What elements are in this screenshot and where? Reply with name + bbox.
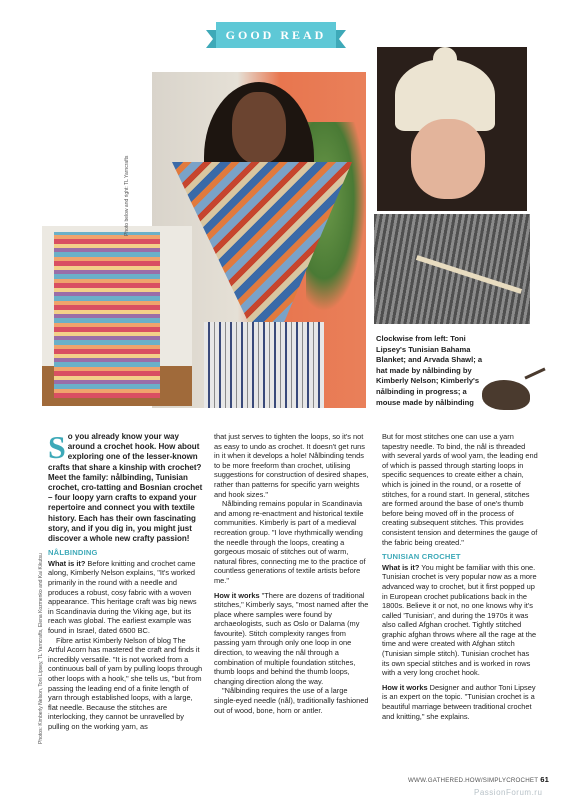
text-column-3 <box>382 432 538 721</box>
blanket-photo <box>42 226 192 406</box>
blanket-graphic <box>54 232 160 398</box>
section-banner <box>206 22 346 48</box>
paragraph <box>214 591 370 687</box>
skirt-graphic <box>204 322 324 408</box>
watermark: PassionForum.ru <box>474 788 543 797</box>
page-number: 61 <box>540 775 550 784</box>
photo-credit-right: Photo below and right: TL Yarncrafts <box>124 155 130 236</box>
paragraph <box>382 683 538 721</box>
intro-paragraph <box>48 429 204 544</box>
heading-nalbinding: NÅLBINDING <box>48 548 98 558</box>
drop-cap: S <box>48 429 66 465</box>
paragraph: But for most stitches one can use a yarn tapestry needle. To bind, the nål is threaded with several yards of wool yarn, the leading end of which is passed through starting loops in specific sequences to create either a chain, which is joined in the round, or a rosette of stitches, for a round start. In general, stitches are formed around the base of one's thumb before being moved off in the process of creating subsequent stitches. This provides consistent tension and determines the gauge of the fabric being created." <box>382 432 538 547</box>
lead-in: How it works <box>214 590 260 600</box>
photo-caption: Clockwise from left: Toni Lipsey's Tunisian Bahama Blanket; and Arvada Shawl; a hat made by nålbinding by Kimberly Nelson; Kimberly's nålbinding in progress; a mouse made by nålbinding <box>376 334 483 407</box>
paragraph: Fibre artist Kimberly Nelson of blog The Artful Acorn has mastered the craft and finds it incredibly versatile. "It is not worked from a continuous ball of yarn by pulling loops through other loops with a hook," she tells us, "but from passing the leading end of a finite length of yarn through established loops, with a large, flat needle. Because the stitches are interlocking, they cannot be unravelled by pulling on the working yarn, as <box>48 635 203 731</box>
hat-photo <box>374 44 530 214</box>
paragraph: that just serves to tighten the loops, so it's not as easy to undo as crochet. It doesn't get runs in it when it develops a hole! Nålbinding tends to be more freeform than crochet, utilising suggestions for construction of desired shapes, rather than patterns for specific yarn weights and hook sizes." <box>214 432 369 499</box>
paragraph <box>48 559 204 636</box>
paragraph: "Nålbinding requires the use of a large single-eyed needle (nål), traditionally fashioned out of wood, bone, horn or antler. <box>214 686 369 715</box>
mouse-tail-graphic <box>524 367 545 379</box>
paragraph-text: Designer and author Toni Lipsey is an expert on the topic. "Tunisian crochet is a beautiful marriage between traditional crochet and knitting," she explains. <box>382 682 536 721</box>
footer-url[interactable]: WWW.GATHERED.HOW/SIMPLYCROCHET <box>408 777 539 784</box>
paragraph: Nålbinding remains popular in Scandinavia and among re-enactment and historical textile communities. Kimberly is part of a medieval recreation group. "I love rhythmically wending the needle through the loops, creating a gorgeous mosaic of stitches out of warm, natural fibres, connecting me to the practice of countless generations of textile artists before me." <box>214 499 366 585</box>
text-column-1 <box>48 429 204 732</box>
intro-text: o you already know your way around a crochet hook. How about exploring one of the lesser-known crafts that share a kinship with crochet? Meet the family: nålbinding, Tunisian crochet, cro-tatting and Bosnian crochet – four loopy yarn crafts to expand your repertoire and connect you with textile history. Each has their own fascinating story, and if you dig in, you might just discover a whole new crafty passion! <box>48 432 203 544</box>
nalbinding-progress-photo <box>374 214 530 324</box>
page-footer <box>408 775 549 784</box>
banner-label: GOOD READ <box>216 22 336 48</box>
paragraph <box>382 563 538 678</box>
text-column-2 <box>214 432 370 715</box>
face-graphic <box>232 92 286 164</box>
paragraph-text: "There are dozens of traditional stitches," Kimberly says, "most named after the place where samples were found by archaeologists, such as Oslo or Dalarna (my favourite). Stitch complexity ranges from passing yarn through only one loop in one direction, to weaving the nål through a combination of multiple foundation stitches, thumb loops and behind the thumb loops, changing direction along the way. <box>214 590 369 686</box>
photo-credit-left: Photos: Kimberly Nelson, Toni Lipsey, TL Yarncrafts, Elena Kozmenko and Kai Kikutsu <box>38 553 44 744</box>
girl-face-graphic <box>411 119 485 199</box>
lead-in: How it works <box>382 682 428 692</box>
lead-in: What is it? <box>382 562 420 572</box>
mouse-body-graphic <box>482 380 530 410</box>
paragraph-text: You might be familiar with this one. Tunisian crochet is very popular now as a more advanced way to crochet, but it first popped up in European crochet publications back in the 1800s. Believe it or not, no one knows why it's called 'Tunisian', and during the 1970s it was also called Afghan crochet. Tightly stitched graphic afghan throws where all the rage at the time and were created with Afghan stitch (Tunisian simple stitch). Tunisian crochet has its own special stitches and is worked in rows with a very long crochet hook. <box>382 562 537 678</box>
paragraph-text: Before knitting and crochet came along, Kimberly Nelson explains, "It's worked primarily in the round with a needle and produces a robust, cosy fabric with a woven appearance. This heritage craft was big news in Scandinavia during the Viking age, but its reach was global. The earliest example was found in Israel, dated 6500 BC. <box>48 558 197 635</box>
lead-in: What is it? <box>48 558 86 568</box>
heading-tunisian-crochet: TUNISIAN CROCHET <box>382 552 461 562</box>
mouse-photo <box>482 366 544 412</box>
